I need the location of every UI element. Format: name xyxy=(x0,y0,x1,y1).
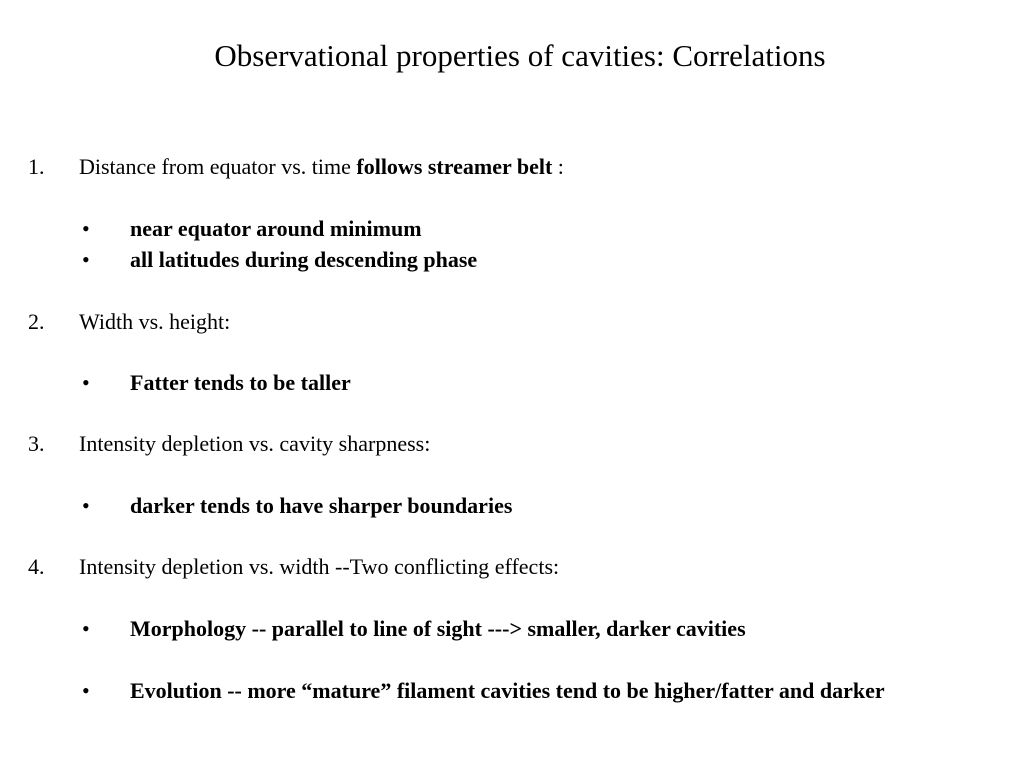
item-1-text xyxy=(79,152,564,182)
item-2-bullet-1: Fatter tends to be taller xyxy=(130,370,351,395)
bullet-dot: • xyxy=(82,616,90,641)
item-3-number: 3. xyxy=(28,431,45,456)
bullet-dot: • xyxy=(82,247,90,272)
item-1-text-plain: Distance from equator vs. time xyxy=(79,154,357,179)
bullet-dot: • xyxy=(82,370,90,395)
item-1-text-suffix: : xyxy=(552,154,564,179)
item-2-text: Width vs. height: xyxy=(79,309,231,334)
item-1-text-bold: follows streamer belt xyxy=(356,154,553,179)
item-3-bullet-1: darker tends to have sharper boundaries xyxy=(130,493,513,518)
item-4-bullet-2: Evolution -- more “mature” filament cavities tend to be higher/fatter and darker xyxy=(130,678,885,703)
slide-title: Observational properties of cavities: Correlations xyxy=(214,38,826,73)
bullet-dot: • xyxy=(82,678,90,703)
item-4-bullet-1: Morphology -- parallel to line of sight ---> smaller, darker cavities xyxy=(130,616,746,641)
bullet-dot: • xyxy=(82,216,90,241)
item-3-text: Intensity depletion vs. cavity sharpness: xyxy=(79,431,431,456)
item-2-number: 2. xyxy=(28,309,45,334)
item-1-number: 1. xyxy=(28,154,45,179)
item-1-bullet-2: all latitudes during descending phase xyxy=(130,247,478,272)
item-4-number: 4. xyxy=(28,554,45,579)
item-4-text: Intensity depletion vs. width --Two conflicting effects: xyxy=(79,554,560,579)
bullet-dot: • xyxy=(82,493,90,518)
item-1-bullet-1: near equator around minimum xyxy=(130,216,422,241)
